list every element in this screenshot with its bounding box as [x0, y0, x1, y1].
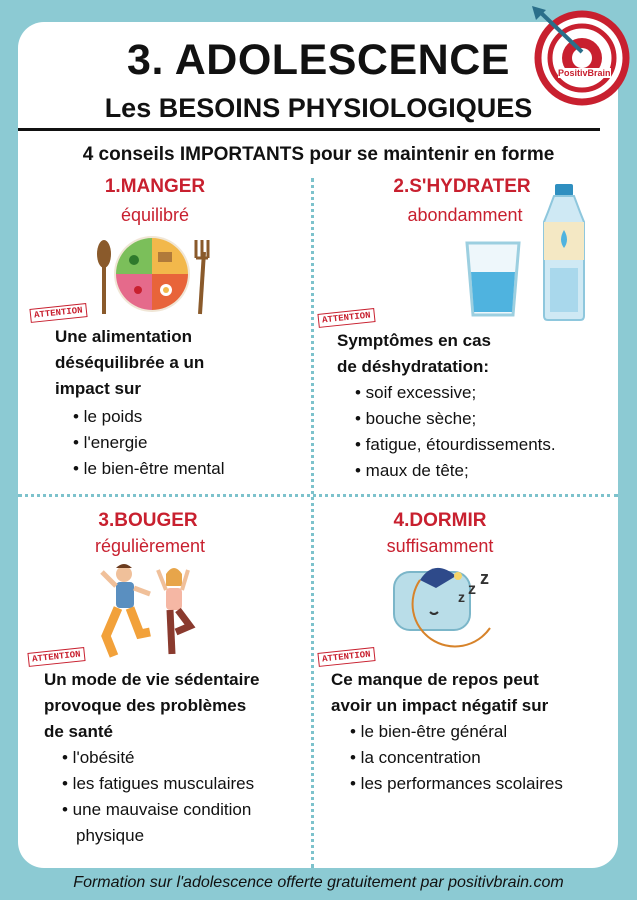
- section-bouger-bullets: [62, 745, 254, 849]
- logo-text: PositivBrain: [558, 68, 611, 78]
- list-item: • les fatigues musculaires: [62, 774, 255, 793]
- svg-text:z: z: [468, 581, 476, 598]
- footer-text: Formation sur l'adolescence offerte gratuitement par positivbrain.com: [73, 874, 564, 891]
- list-item: • soif excessive;: [355, 383, 477, 402]
- section-manger-heading: 1.MANGER: [104, 176, 206, 197]
- section-manger-subheading: équilibré: [120, 205, 190, 225]
- warning-line: de déshydratation:: [337, 357, 490, 376]
- list-item: • la concentration: [350, 748, 481, 767]
- list-item: • le bien-être mental: [73, 459, 225, 478]
- section-manger-warning: [55, 324, 204, 402]
- list-item: • l'energie: [73, 433, 148, 452]
- exercising-people-icon: [96, 560, 200, 660]
- svg-text:z: z: [480, 568, 489, 588]
- list-item: • le bien-être général: [350, 722, 508, 741]
- section-hydrater-warning: [337, 328, 491, 380]
- water-bottle-icon: [540, 182, 588, 322]
- tagline: 4 conseils IMPORTANTS pour se maintenir en forme: [82, 144, 555, 165]
- water-glass-icon: [464, 240, 522, 318]
- warning-line: provoque des problèmes: [44, 696, 247, 715]
- list-item: physique: [76, 826, 145, 845]
- list-item: • fatigue, étourdissements.: [355, 435, 556, 454]
- page-title: 3. ADOLESCENCE: [127, 36, 510, 84]
- warning-line: Ce manque de repos peut: [331, 670, 539, 689]
- section-dormir-bullets: [350, 719, 563, 797]
- warning-line: déséquilibrée a un: [55, 353, 205, 372]
- attention-stamp: ATTENTION: [27, 647, 85, 667]
- title-divider: [18, 128, 600, 131]
- warning-line: Symptômes en cas: [337, 331, 492, 350]
- section-hydrater-bullets: [355, 380, 556, 484]
- list-item: • le poids: [73, 407, 143, 426]
- attention-stamp: ATTENTION: [317, 647, 375, 667]
- section-dormir-warning: [331, 667, 548, 719]
- attention-stamp: ATTENTION: [29, 303, 87, 323]
- list-item: • les performances scolaires: [350, 774, 563, 793]
- page-subtitle: Les BESOINS PHYSIOLOGIQUES: [104, 93, 533, 123]
- horizontal-divider: [18, 494, 618, 497]
- list-item: • bouche sèche;: [355, 409, 477, 428]
- warning-line: Une alimentation: [55, 327, 192, 346]
- section-dormir-subheading: suffisamment: [386, 536, 494, 556]
- section-hydrater-subheading: abondamment: [407, 205, 523, 225]
- section-bouger-heading: 3.BOUGER: [98, 510, 198, 531]
- attention-stamp: ATTENTION: [317, 308, 375, 328]
- svg-text:z: z: [458, 589, 465, 605]
- section-dormir-heading: 4.DORMIR: [393, 510, 487, 531]
- sleeping-moon-icon: [390, 558, 500, 650]
- warning-line: impact sur: [55, 379, 141, 398]
- plate-icon: [92, 232, 214, 318]
- list-item: • une mauvaise condition: [62, 800, 252, 819]
- list-item: • maux de tête;: [355, 461, 469, 480]
- vertical-divider: [311, 178, 314, 868]
- section-hydrater-heading: 2.S'HYDRATER: [393, 176, 531, 197]
- section-bouger-warning: [44, 667, 259, 745]
- warning-line: Un mode de vie sédentaire: [44, 670, 260, 689]
- section-manger-bullets: [73, 404, 224, 482]
- warning-line: de santé: [44, 722, 113, 741]
- list-item: • l'obésité: [62, 748, 135, 767]
- section-bouger-subheading: régulièrement: [94, 536, 206, 556]
- warning-line: avoir un impact négatif sur: [331, 696, 549, 715]
